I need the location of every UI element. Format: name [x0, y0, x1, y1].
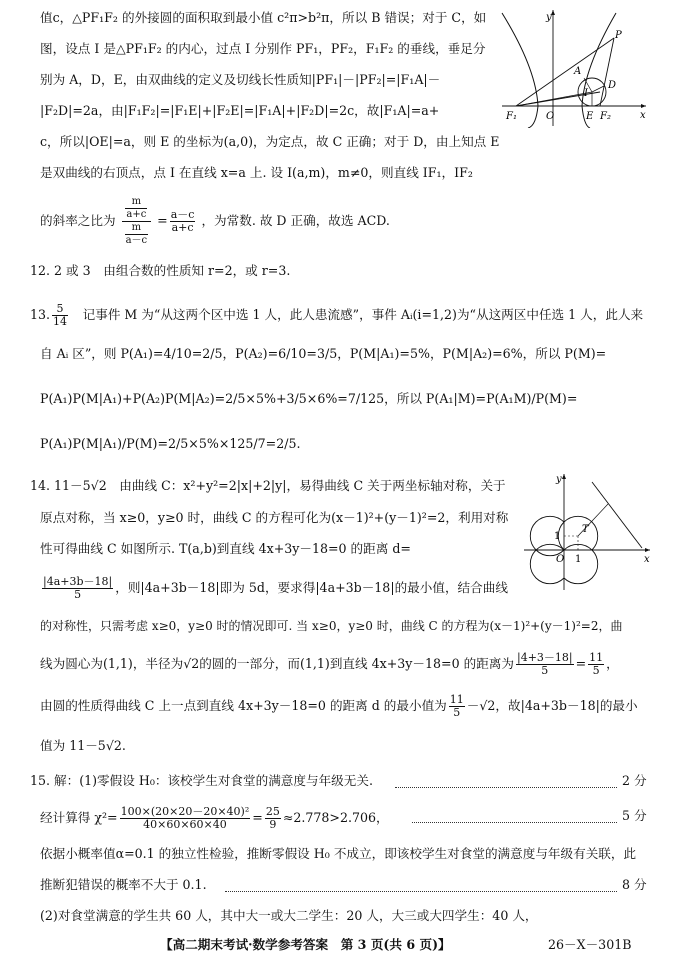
fraction: [170, 209, 196, 234]
fig1-label-O: O: [546, 111, 555, 122]
frac-num: 100×(20×20－20×40)²: [120, 805, 250, 818]
fig1-label-F1: F₁: [506, 111, 517, 122]
slope-ratio-line: 的斜率之比为 $\frac{\frac{m}{a+c}}{\frac{m}{a-c}}$ = $\frac{a-c}{a+c}$ ，为常数. 故 D 正确，故选 ACD.: [40, 196, 390, 246]
q14-distance-line: [40, 576, 508, 601]
text-part: ，: [606, 656, 619, 671]
frac-den: 5: [592, 664, 600, 677]
q13-line: [30, 303, 643, 328]
fraction: [516, 652, 574, 677]
frac-den: a－c: [125, 235, 148, 246]
fig1-label-I: I: [584, 88, 588, 99]
compound-fraction: [122, 196, 152, 247]
text-part: ，为常数. 故 D 正确，故选 ACD.: [201, 213, 390, 228]
frac-den: 5: [541, 664, 549, 677]
fraction: [588, 652, 604, 677]
text-line: 14. 11－5√2 由曲线 C：x²+y²=2|x|+2|y|，易得曲线 C 关于两坐标轴对称，关于: [30, 478, 506, 493]
text-line: |F₂D|=2a，由|F₁F₂|=|F₁E|+|F₂E|=|F₁A|+|F₂D|=2c，故|F₁A|=a+: [40, 103, 440, 118]
text-line: 依据小概率值α=0.1 的独立性检验，推断零假设 H₀ 不成立，即该校学生对食堂的满意度与年级有关联，此: [40, 846, 637, 861]
page-footer: 【高二期末考试·数学参考答案 第 3 页(共 6 页)】: [160, 937, 451, 952]
frac-num: m: [125, 222, 149, 235]
frac-den: 40×60×60×40: [143, 818, 227, 831]
text-line: 别为 A，D，E，由双曲线的定义及切线长性质知|PF₁|－|PF₂|=|F₁A|－: [40, 72, 441, 87]
text-line: 性可得曲线 C 如图所示. T(a,b)到直线 4x+3y－18=0 的距离 d=: [40, 541, 411, 556]
frac-num: |4+3－18|: [516, 651, 573, 664]
text-line: 15. 解：(1)零假设 H₀：该校学生对食堂的满意度与年级无关.: [30, 773, 373, 788]
score-points: 2 分: [622, 773, 647, 788]
frac-den: a+c: [171, 221, 194, 234]
frac-den: 5: [453, 706, 461, 719]
dot-leader: [412, 822, 617, 823]
frac-den: a+c: [126, 209, 147, 220]
frac-num: a－c: [170, 208, 195, 221]
fraction: [120, 806, 251, 831]
text-part: ，则|4a+3b－18|即为 5d，要求得|4a+3b－18|的最小值，结合曲线: [115, 580, 508, 595]
fig1-label-x: x: [640, 110, 646, 121]
frac-num: 11: [449, 693, 464, 706]
frac-den: 5: [74, 588, 82, 601]
frac-num: 11: [589, 651, 604, 664]
fig2-label-x: x: [644, 554, 650, 565]
text-part: 线为圆心为(1,1)，半径为√2的圆的一部分，而(1,1)到直线 4x+3y－18=0 的距离为: [40, 656, 514, 671]
text-line: 的对称性，只需考虑 x≥0，y≥0 时的情况即可. 当 x≥0，y≥0 时，曲线 C 的方程为(x－1)²+(y－1)²=2，曲: [40, 619, 623, 633]
fig1-label-y: y: [546, 12, 552, 23]
text-part: =: [575, 656, 587, 671]
text-part: ≈2.778>2.706，: [282, 810, 389, 825]
frac-num: 5: [52, 303, 68, 316]
text-line: 12. 2 或 3 由组合数的性质知 r=2，或 r=3.: [30, 263, 291, 278]
fig2-label-1x: 1: [575, 554, 582, 565]
fraction: [42, 576, 113, 601]
text-line: 是双曲线的右顶点，点 I 在直线 x=a 上. 设 I(a,m)，m≠0，则直线 IF₁，IF₂: [40, 165, 473, 180]
text-part: 的斜率之比为: [40, 213, 116, 228]
fig2-label-1y: 1: [554, 531, 561, 542]
text-part: －√2，故|4a+3b－18|的最小: [466, 698, 638, 713]
fig1-label-E: E: [586, 111, 594, 122]
curve-figure: [522, 472, 652, 592]
text-line: 值c，△PF₁F₂ 的外接圆的面积取到最小值 c²π>b²π，所以 B 错误；对于 C，如: [40, 10, 487, 25]
frac-den: 14: [53, 315, 68, 328]
fig1-label-F2: F₂: [600, 111, 611, 122]
fig2-label-T: T: [582, 524, 589, 535]
frac-den: 9: [269, 818, 277, 831]
text-part: 13.: [30, 307, 51, 322]
q14-center-distance-line: [40, 652, 619, 677]
fig1-label-P: P: [615, 30, 622, 41]
fraction: [265, 806, 281, 831]
text-part: 经计算得 χ²=: [40, 810, 118, 825]
fig1-label-D: D: [608, 80, 617, 91]
text-part: 由圆的性质得曲线 C 上一点到直线 4x+3y－18=0 的距离 d 的最小值为: [40, 698, 447, 713]
text-line: P(A₁)P(M|A₁)/P(M)=2/5×5%×125/7=2/5.: [40, 436, 301, 451]
dot-leader: [225, 891, 617, 892]
fig2-label-y: y: [556, 474, 562, 485]
hyperbola-figure: [500, 8, 648, 128]
text-part: =: [252, 810, 263, 825]
dot-leader: [395, 787, 617, 788]
text-line: 推断犯错误的概率不大于 0.1.: [40, 877, 207, 892]
fig2-label-O: O: [556, 554, 565, 565]
text-line: P(A₁)P(M|A₁)+P(A₂)P(M|A₂)=2/5×5%+3/5×6%=7/125，所以 P(A₁|M)=P(A₁M)/P(M)=: [40, 391, 578, 406]
text-line: 值为 11－5√2.: [40, 738, 126, 753]
frac-num: m: [125, 196, 147, 209]
frac-num: 25: [265, 805, 280, 818]
text-line: 原点对称，当 x≥0，y≥0 时，曲线 C 的方程可化为(x－1)²+(y－1)²=2，利用对称: [40, 510, 509, 525]
score-points: 5 分: [622, 808, 647, 823]
fraction: [52, 303, 68, 328]
q14-min-distance-line: [40, 694, 638, 719]
chi-square-line: [40, 806, 389, 831]
exam-code: 26－X－301B: [548, 937, 632, 952]
text-line: 图，设点 I 是△PF₁F₂ 的内心，过点 I 分别作 PF₁，PF₂，F₁F₂ 的垂线，垂足分: [40, 41, 486, 56]
score-points: 8 分: [622, 877, 647, 892]
fraction: [449, 694, 465, 719]
text-line: 自 Aᵢ 区”，则 P(A₁)=4/10=2/5，P(A₂)=6/10=3/5，P(M|A₁)=5%，P(M|A₂)=6%，所以 P(M)=: [40, 346, 607, 361]
fig1-label-A: A: [574, 66, 582, 77]
text-line: c，所以|OE|=a，则 E 的坐标为(a,0)，为定点，故 C 正确；对于 D，由上知点 E: [40, 134, 500, 149]
frac-num: |4a+3b－18|: [43, 575, 113, 588]
text-line: (2)对食堂满意的学生共 60 人，其中大一或大二学生：20 人，大三或大四学生：40 人，: [40, 908, 538, 923]
text-part: 记事件 M 为“从这两个区中选 1 人，此人患流感”，事件 Aᵢ(i=1,2)为“从这两区中任选 1 人，此人来: [70, 307, 644, 322]
